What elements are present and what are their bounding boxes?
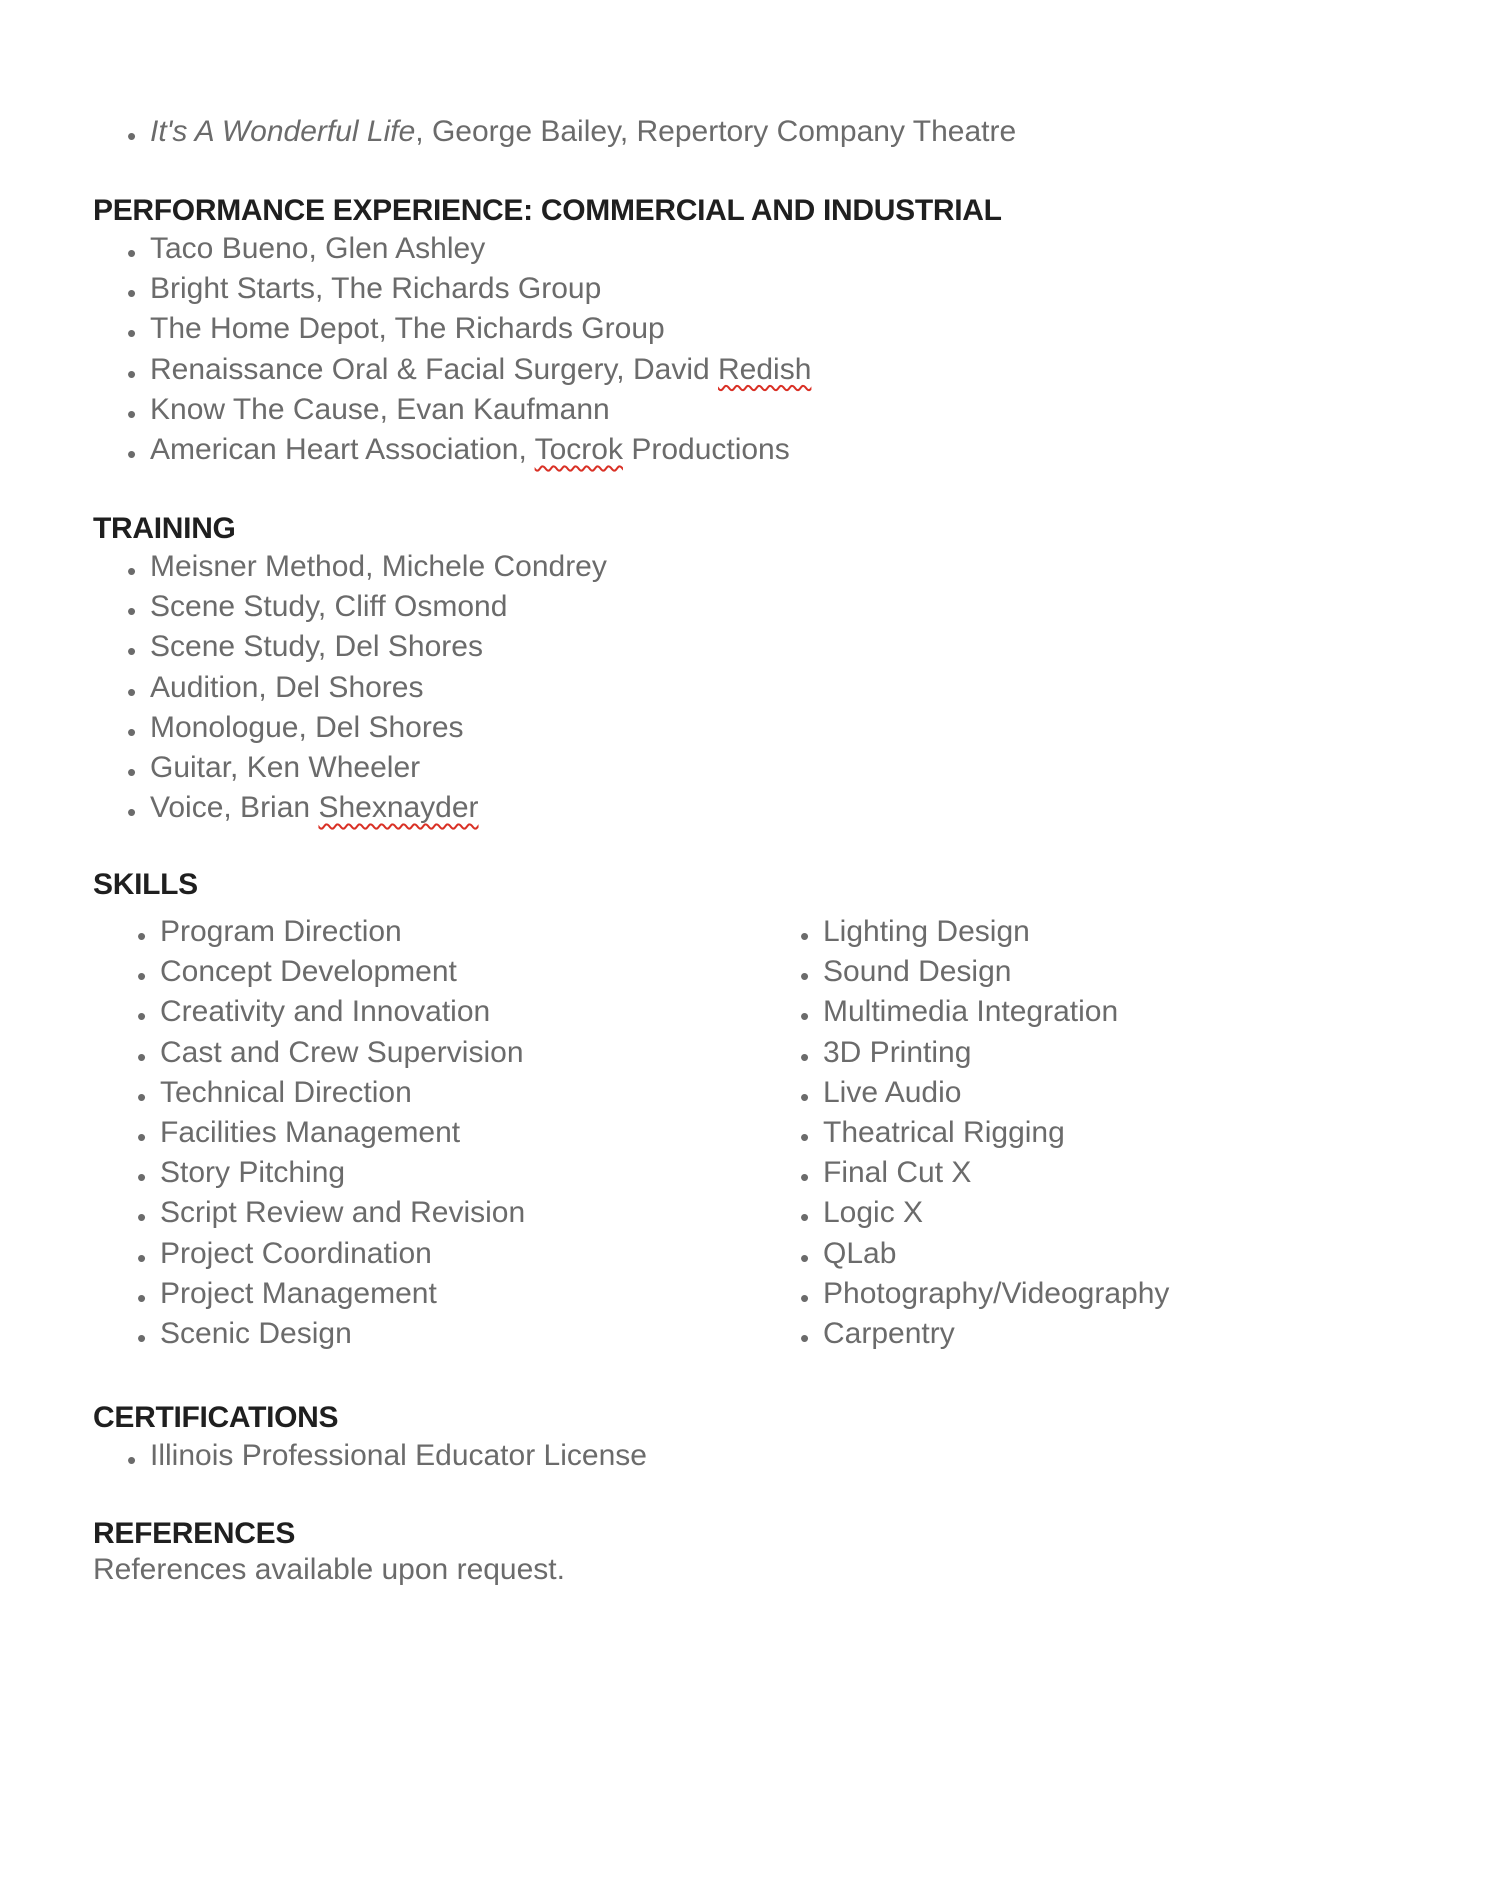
list-item xyxy=(93,229,1393,269)
list-item-text: Scenic Design xyxy=(160,1317,352,1351)
bullet-icon: • xyxy=(800,1162,810,1193)
bullet-icon: • xyxy=(127,121,137,151)
list-item xyxy=(793,992,1393,1032)
list-item-text: Voice, Brian xyxy=(150,791,319,825)
skills-right-column xyxy=(793,912,1393,1354)
bullet-icon: • xyxy=(137,1323,147,1354)
list-item xyxy=(793,1314,1393,1354)
bullet-icon: • xyxy=(800,961,810,992)
certifications-list xyxy=(93,1436,1393,1476)
list-item-text: Theatrical Rigging xyxy=(823,1116,1065,1150)
list-item-text: Project Management xyxy=(160,1276,437,1310)
list-item-text: Sound Design xyxy=(823,955,1012,989)
bullet-icon: • xyxy=(127,439,137,470)
bullet-icon: • xyxy=(800,1282,810,1313)
bullet-icon: • xyxy=(800,921,810,951)
list-item xyxy=(93,992,693,1032)
list-item xyxy=(793,1033,1393,1073)
list-item-text: Facilities Management xyxy=(160,1116,461,1150)
list-item xyxy=(93,1153,693,1193)
bullet-icon: • xyxy=(127,596,137,627)
bullet-icon: • xyxy=(800,1202,810,1233)
training-list xyxy=(93,547,1393,828)
bullet-icon: • xyxy=(127,636,137,667)
bullet-icon: • xyxy=(127,556,137,586)
list-item xyxy=(793,952,1393,992)
section-heading: PERFORMANCE EXPERIENCE: COMMERCIAL AND INDUSTRIAL xyxy=(93,194,1002,227)
list-item xyxy=(793,1193,1393,1233)
list-item xyxy=(93,350,1393,390)
list-item-text: American Heart Association, xyxy=(150,433,535,467)
bullet-icon: • xyxy=(800,1001,810,1032)
list-item xyxy=(793,1274,1393,1314)
list-item-text: Project Coordination xyxy=(160,1236,432,1270)
skills-right-list xyxy=(793,912,1393,1354)
list-item xyxy=(93,309,1393,349)
section-heading: SKILLS xyxy=(93,868,198,901)
bullet-icon: • xyxy=(800,1122,810,1153)
list-item xyxy=(793,1234,1393,1274)
list-item xyxy=(93,788,1393,828)
list-item-text: Photography/Videography xyxy=(823,1276,1170,1310)
list-item xyxy=(93,547,1393,587)
list-item-text: Bright Starts, The Richards Group xyxy=(150,272,602,306)
bullet-icon: • xyxy=(127,1445,137,1475)
list-item xyxy=(93,1033,693,1073)
list-item xyxy=(93,1436,1393,1476)
commercial-section xyxy=(93,193,1393,470)
list-item-text: The Home Depot, The Richards Group xyxy=(150,312,665,346)
list-item xyxy=(93,668,1393,708)
list-item xyxy=(93,587,1393,627)
bullet-icon: • xyxy=(127,278,137,309)
list-item xyxy=(793,1073,1393,1113)
list-item-text: Productions xyxy=(622,433,790,467)
references-section xyxy=(93,1516,1393,1588)
list-item-text: Script Review and Revision xyxy=(160,1196,526,1230)
bullet-icon: • xyxy=(127,797,137,828)
list-item-text: Creativity and Innovation xyxy=(160,995,491,1029)
list-item-text: Scene Study, Del Shores xyxy=(150,630,483,664)
bullet-icon: • xyxy=(127,358,137,389)
list-item xyxy=(93,708,1393,748)
bullet-icon: • xyxy=(137,1041,147,1072)
list-item xyxy=(93,430,1393,470)
list-item xyxy=(93,627,1393,667)
bullet-icon: • xyxy=(127,757,137,788)
list-item-text: Monologue, Del Shores xyxy=(150,710,464,744)
training-section xyxy=(93,511,1393,828)
list-item xyxy=(93,1314,693,1354)
list-item-text: Taco Bueno, Glen Ashley xyxy=(150,232,486,265)
list-item-text: Final Cut X xyxy=(823,1156,972,1190)
list-item-text: Live Audio xyxy=(823,1075,962,1109)
bullet-icon: • xyxy=(127,238,137,268)
bullet-icon: • xyxy=(800,1081,810,1112)
list-item-text: Program Direction xyxy=(160,915,402,948)
list-item xyxy=(93,112,1393,152)
list-item xyxy=(793,1113,1393,1153)
list-item-text: 3D Printing xyxy=(823,1035,972,1069)
list-item-text: QLab xyxy=(823,1236,897,1270)
list-item-text: Logic X xyxy=(823,1196,924,1230)
list-item xyxy=(93,912,693,952)
list-item-text: Technical Direction xyxy=(160,1075,412,1109)
references-text: References available upon request. xyxy=(93,1553,565,1586)
bullet-icon: • xyxy=(800,1242,810,1273)
list-item-text: Lighting Design xyxy=(823,915,1030,948)
list-item xyxy=(93,390,1393,430)
section-heading: TRAINING xyxy=(93,512,236,545)
bullet-icon: • xyxy=(137,1242,147,1273)
skills-left-column xyxy=(93,912,693,1354)
skills-left-list xyxy=(93,912,693,1354)
bullet-icon: • xyxy=(800,1041,810,1072)
bullet-icon: • xyxy=(137,1202,147,1233)
list-item-text: Scene Study, Cliff Osmond xyxy=(150,590,508,624)
list-item xyxy=(93,1073,693,1113)
bullet-icon: • xyxy=(137,1001,147,1032)
section-heading: CERTIFICATIONS xyxy=(93,1401,339,1434)
bullet-icon: • xyxy=(137,1282,147,1313)
bullet-icon: • xyxy=(127,676,137,707)
spellcheck-flagged-word: Tocrok xyxy=(534,433,623,467)
list-item-text: Multimedia Integration xyxy=(823,995,1119,1029)
bullet-icon: • xyxy=(800,1323,810,1354)
certifications-section xyxy=(93,1400,1393,1476)
list-item-text: Carpentry xyxy=(823,1317,955,1351)
list-item-text: Know The Cause, Evan Kaufmann xyxy=(150,392,610,426)
list-item xyxy=(93,1274,693,1314)
list-item xyxy=(93,1234,693,1274)
theatre-credit-section xyxy=(93,112,1393,152)
bullet-icon: • xyxy=(127,398,137,429)
bullet-icon: • xyxy=(137,1162,147,1193)
show-title: It's A Wonderful Life xyxy=(150,115,416,148)
list-item-text: Concept Development xyxy=(160,955,457,989)
list-item xyxy=(793,1153,1393,1193)
list-item-text: Meisner Method, Michele Condrey xyxy=(150,550,607,583)
list-item-text: Illinois Professional Educator License xyxy=(150,1439,647,1472)
bullet-icon: • xyxy=(127,318,137,349)
skills-section xyxy=(93,867,1393,1354)
list-item-text: Story Pitching xyxy=(160,1156,346,1190)
bullet-icon: • xyxy=(137,1122,147,1153)
list-item xyxy=(793,912,1393,952)
bullet-icon: • xyxy=(137,1081,147,1112)
credit-detail: , George Bailey, Repertory Company Theatre xyxy=(415,115,1017,148)
list-item-text: Cast and Crew Supervision xyxy=(160,1035,524,1069)
list-item-text: Audition, Del Shores xyxy=(150,670,424,704)
list-item xyxy=(93,748,1393,788)
list-item xyxy=(93,1113,693,1153)
bullet-icon: • xyxy=(127,716,137,747)
spellcheck-flagged-word: Shexnayder xyxy=(318,791,479,825)
list-item-text: Guitar, Ken Wheeler xyxy=(150,751,421,785)
list-item xyxy=(93,952,693,992)
list-item xyxy=(93,1193,693,1233)
bullet-icon: • xyxy=(137,921,147,951)
commercial-list xyxy=(93,229,1393,470)
bullet-icon: • xyxy=(137,961,147,992)
list-item-text: Renaissance Oral & Facial Surgery, David xyxy=(150,352,719,386)
section-heading: REFERENCES xyxy=(93,1517,296,1550)
list-item xyxy=(93,269,1393,309)
theatre-credit-list xyxy=(93,112,1393,152)
spellcheck-flagged-word: Redish xyxy=(718,352,812,386)
